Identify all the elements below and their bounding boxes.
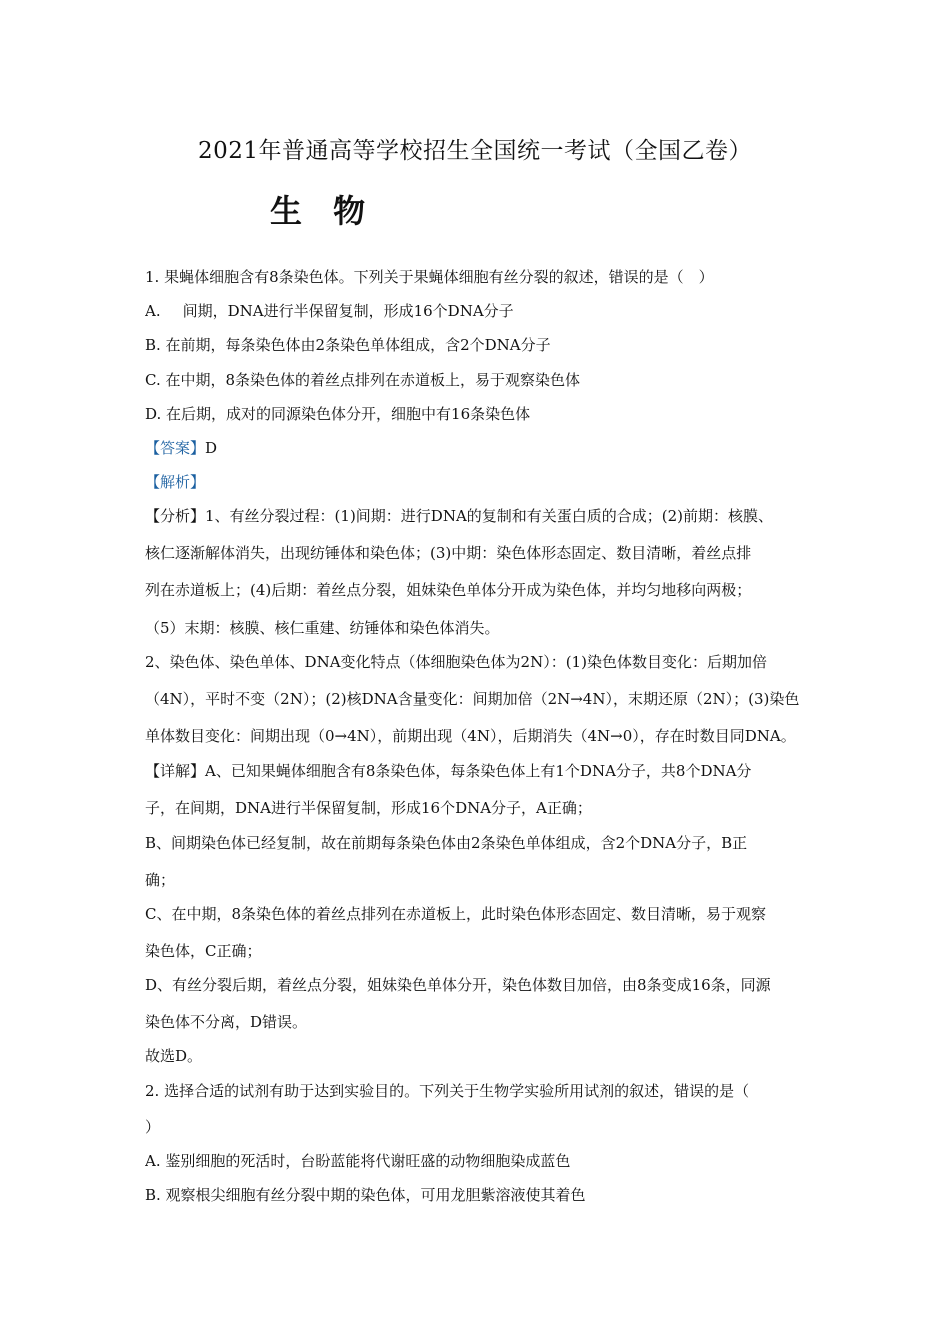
q1-stem: 1. 果蝇体细胞含有8条染色体。下列关于果蝇体细胞有丝分裂的叙述，错误的是（ ） xyxy=(145,268,714,286)
q1-analysis-heading xyxy=(145,471,815,492)
q1-answer xyxy=(145,437,815,458)
analysis-line: 单体数目变化：间期出现（0→4N），前期出现（4N），后期消失（4N→0），存在时数目同DNA。 xyxy=(145,727,796,745)
q1-option-d: D. 在后期，成对的同源染色体分开，细胞中有16条染色体 xyxy=(145,405,531,423)
q1-option-a xyxy=(145,300,815,321)
analysis-line: D、有丝分裂后期，着丝点分裂，姐妹染色单体分开，染色体数目加倍，由8条变成16条，同源 xyxy=(145,976,771,994)
subject-title: 生 物 xyxy=(270,192,376,230)
q2-option-a: A. 鉴别细胞的死活时，台盼蓝能将代谢旺盛的动物细胞染成蓝色 xyxy=(145,1152,571,1170)
q1-option-b: B. 在前期，每条染色体由2条染色单体组成，含2个DNA分子 xyxy=(145,336,551,354)
q1-option-a-text: 间期，DNA进行半保留复制，形成16个DNA分子 xyxy=(182,302,514,320)
analysis-line: 故选D。 xyxy=(145,1047,203,1065)
analysis-line: 【详解】A、已知果蝇体细胞含有8条染色体，每条染色体上有1个DNA分子，共8个DNA分 xyxy=(145,762,752,780)
analysis-line: （5）末期：核膜、核仁重建、纺锤体和染色体消失。 xyxy=(145,619,500,637)
analysis-line: 子，在间期，DNA进行半保留复制，形成16个DNA分子，A正确； xyxy=(145,799,592,817)
analysis-line: 染色体，C正确； xyxy=(145,942,262,960)
analysis-tag: 【解析】 xyxy=(145,473,206,491)
q2-option-b: B. 观察根尖细胞有丝分裂中期的染色体，可用龙胆紫溶液使其着色 xyxy=(145,1186,586,1204)
analysis-line: 确； xyxy=(145,871,176,889)
analysis-line: 列在赤道板上；(4)后期：着丝点分裂，姐妹染色单体分开成为染色体，并均匀地移向两极； xyxy=(145,581,752,599)
answer-tag: 【答案】 xyxy=(145,439,206,457)
q2-stem-line-1: 2. 选择合适的试剂有助于达到实验目的。下列关于生物学实验所用试剂的叙述，错误的是（ xyxy=(145,1082,750,1100)
answer-value: D xyxy=(205,439,218,457)
q1-option-a-label: A. xyxy=(145,302,161,320)
analysis-line: 【分析】1、有丝分裂过程：(1)间期：进行DNA的复制和有关蛋白质的合成；(2)前期：核膜、 xyxy=(145,507,774,525)
analysis-line: C、在中期，8条染色体的着丝点排列在赤道板上，此时染色体形态固定、数目清晰，易于观察 xyxy=(145,905,767,923)
analysis-line: 2、染色体、染色单体、DNA变化特点（体细胞染色体为2N）：(1)染色体数目变化：后期加倍 xyxy=(145,653,767,671)
analysis-line: （4N），平时不变（2N）；(2)核DNA含量变化：间期加倍（2N→4N），末期还原（2N）；(3)染色 xyxy=(145,690,800,708)
analysis-line: B、间期染色体已经复制，故在前期每条染色体由2条染色单体组成，含2个DNA分子，B正 xyxy=(145,834,748,852)
analysis-line: 染色体不分离，D错误。 xyxy=(145,1013,308,1031)
analysis-line: 核仁逐渐解体消失，出现纺锤体和染色体；(3)中期：染色体形态固定、数目清晰，着丝点排 xyxy=(145,544,752,562)
exam-title: 2021年普通高等学校招生全国统一考试（全国乙卷） xyxy=(197,138,753,164)
q2-stem-line-2: ） xyxy=(145,1118,161,1136)
q1-option-c: C. 在中期，8条染色体的着丝点排列在赤道板上，易于观察染色体 xyxy=(145,371,581,389)
